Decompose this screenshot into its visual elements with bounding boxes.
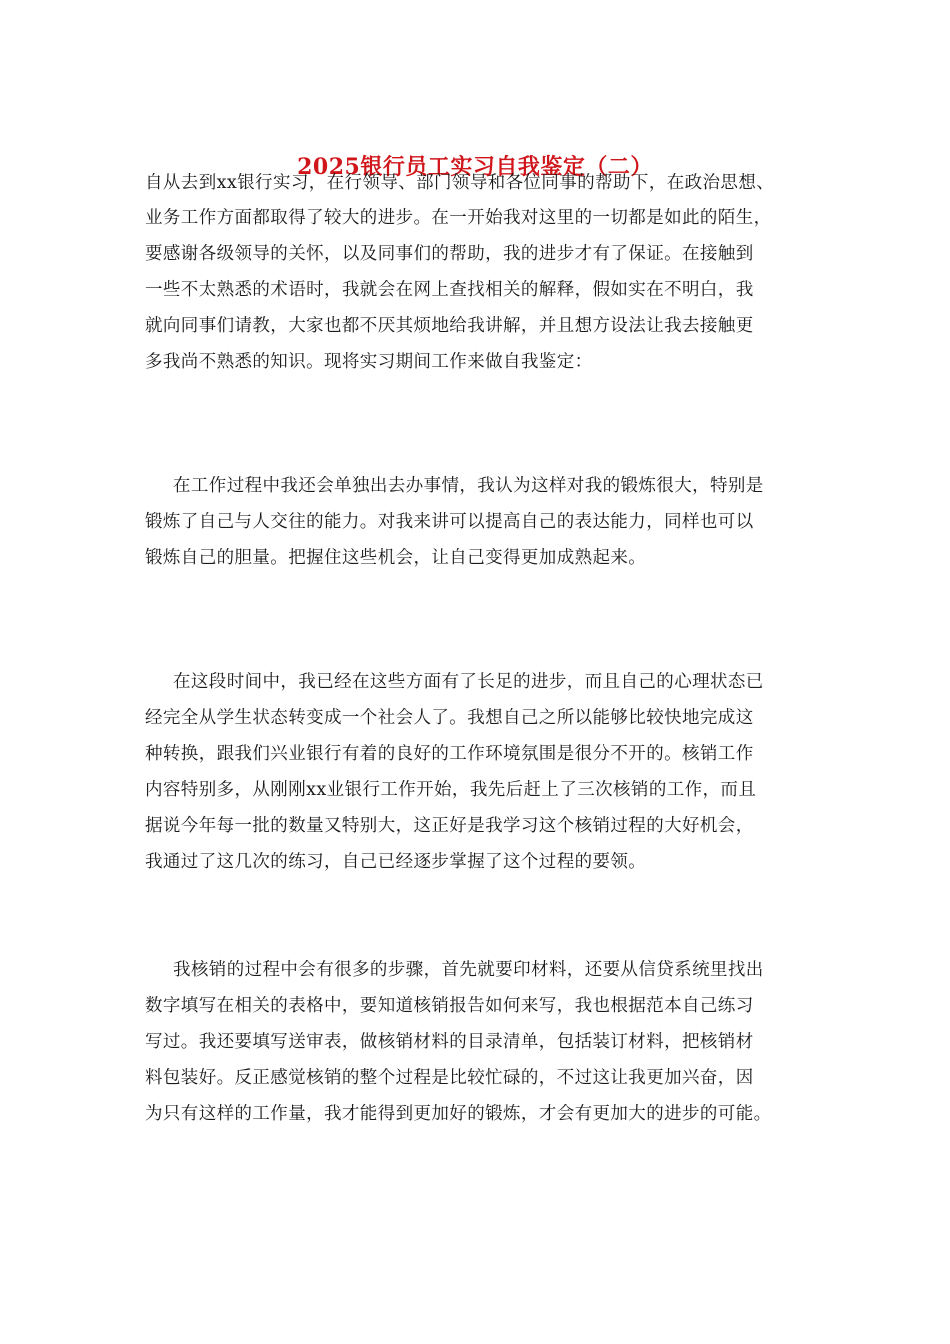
paragraph-3-line-1: 在这段时间中，我已经在这些方面有了长足的进步，而且自己的心理状态已	[173, 672, 764, 692]
paragraph-2-line-1: 在工作过程中我还会单独出去办事情，我认为这样对我的锻炼很大，特别是	[173, 476, 764, 496]
paragraph-4-line-5: 为只有这样的工作量，我才能得到更加好的锻炼，才会有更加大的进步的可能。	[145, 1104, 772, 1124]
paragraph-2-line-2: 锻炼了自己与人交往的能力。对我来讲可以提高自己的表达能力，同样也可以	[145, 512, 754, 532]
paragraph-1-line-2: 业务工作方面都取得了较大的进步。在一开始我对这里的一切都是如此的陌生，	[145, 208, 772, 228]
paragraph-1-line-5: 就向同事们请教，大家也都不厌其烦地给我讲解，并且想方设法让我去接触更	[145, 316, 754, 336]
paragraph-1-line-3: 要感谢各级领导的关怀，以及同事们的帮助，我的进步才有了保证。在接触到	[145, 244, 754, 264]
paragraph-4-line-4: 料包装好。反正感觉核销的整个过程是比较忙碌的，不过这让我更加兴奋，因	[145, 1068, 754, 1088]
paragraph-1-line-1: 自从去到xx银行实习，在行领导、部门领导和各位同事的帮助下，在政治思想、	[145, 173, 775, 193]
paragraph-4-line-2: 数字填写在相关的表格中，要知道核销报告如何来写，我也根据范本自己练习	[145, 996, 754, 1016]
paragraph-2-line-3: 锻炼自己的胆量。把握住这些机会，让自己变得更加成熟起来。	[145, 548, 647, 568]
paragraph-3-line-3: 种转换，跟我们兴业银行有着的良好的工作环境氛围是很分不开的。核销工作	[145, 744, 754, 764]
paragraph-3-line-5: 据说今年每一批的数量又特别大，这正好是我学习这个核销过程的大好机会，	[145, 816, 754, 836]
paragraph-3-line-4: 内容特别多，从刚刚xx业银行工作开始，我先后赶上了三次核销的工作，而且	[145, 780, 757, 800]
paragraph-1-line-4: 一些不太熟悉的术语时，我就会在网上查找相关的解释，假如实在不明白，我	[145, 280, 754, 300]
paragraph-4-line-3: 写过。我还要填写送审表，做核销材料的目录清单，包括装订材料，把核销材	[145, 1032, 754, 1052]
paragraph-3-line-2: 经完全从学生状态转变成一个社会人了。我想自己之所以能够比较快地完成这	[145, 708, 754, 728]
paragraph-3-line-6: 我通过了这几次的练习，自己已经逐步掌握了这个过程的要领。	[145, 852, 647, 872]
paragraph-4-line-1: 我核销的过程中会有很多的步骤，首先就要印材料，还要从信贷系统里找出	[173, 960, 764, 980]
document-title: 2025银行员工实习自我鉴定（二）	[297, 154, 653, 180]
paragraph-1-line-6: 多我尚不熟悉的知识。现将实习期间工作来做自我鉴定：	[145, 352, 593, 372]
